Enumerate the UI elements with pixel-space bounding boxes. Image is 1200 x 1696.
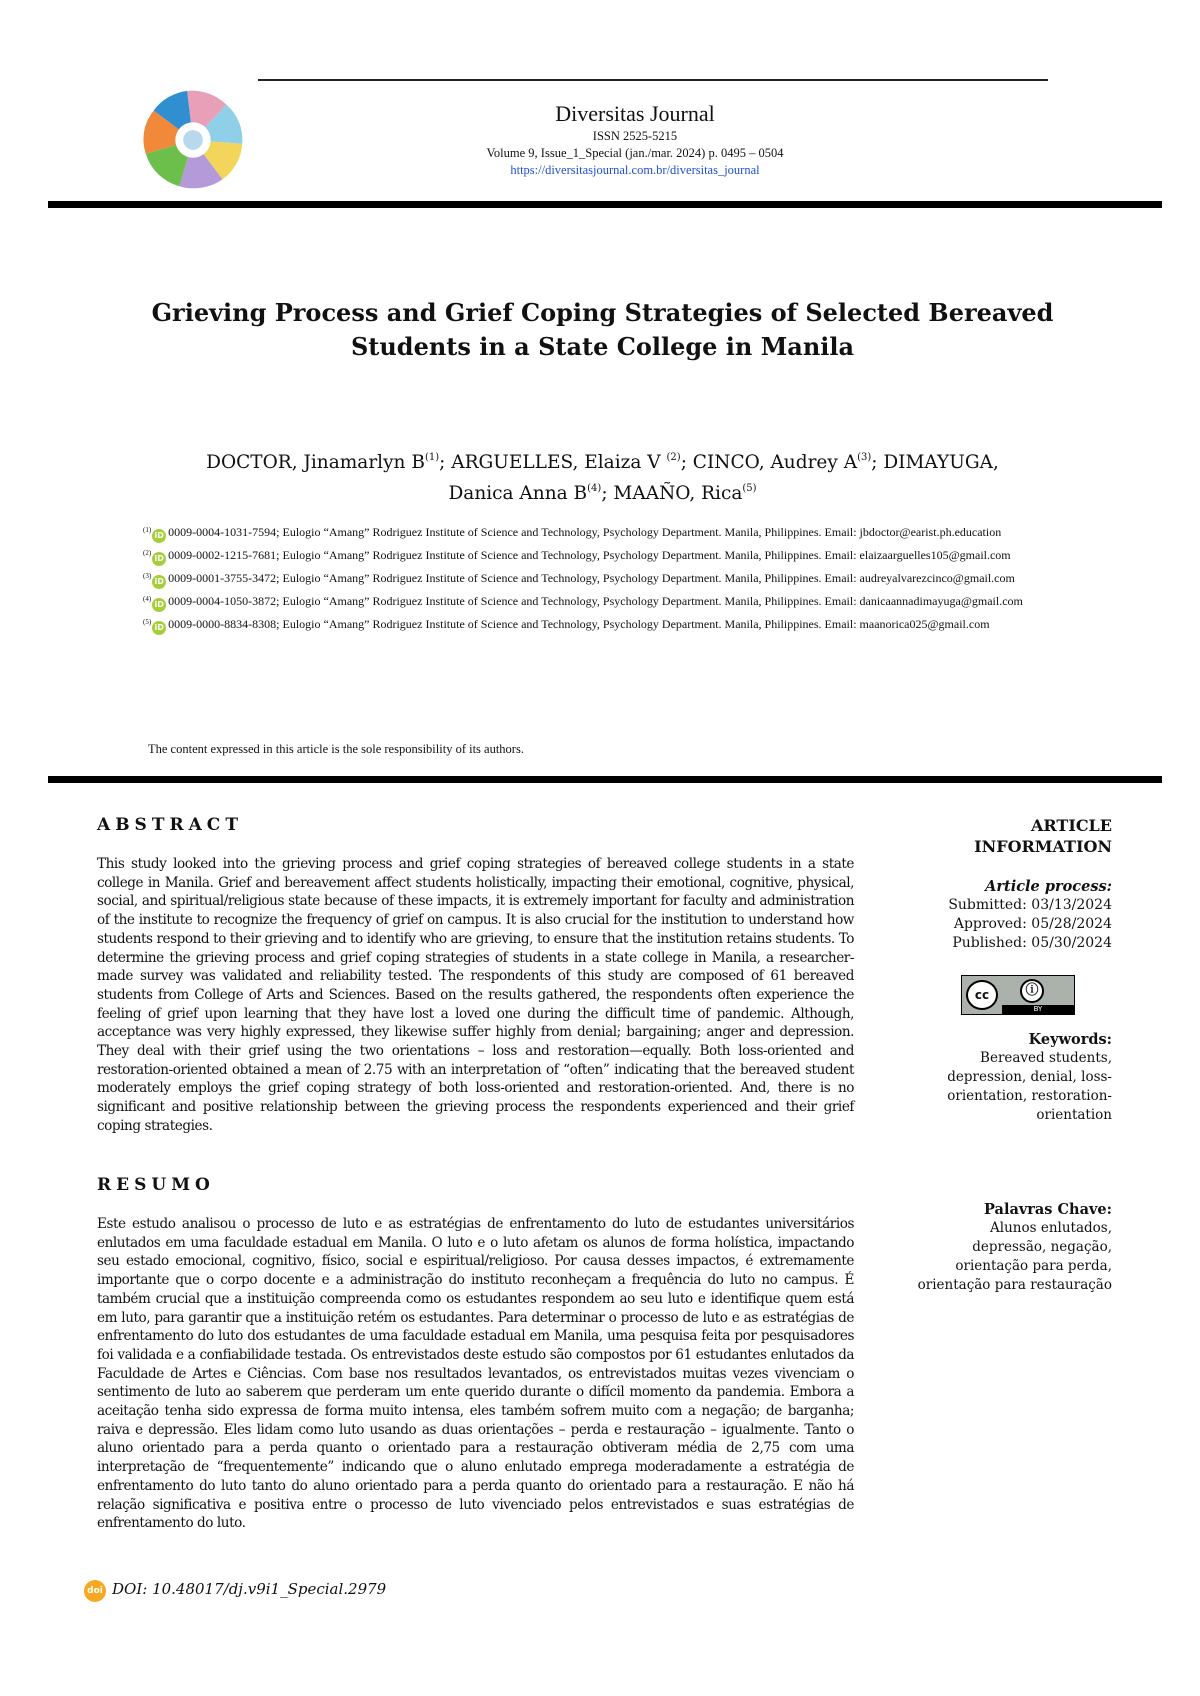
header-divider [48,201,1162,208]
affiliation-number: (2) [143,549,152,557]
author-name: ; DIMAYUGA, [871,452,999,473]
article-info-heading-line1: ARTICLE [1031,816,1112,835]
affiliation-text: 0009-0004-1050-3872; Eulogio “Amang” Rodriguez Institute of Science and Technology, Psychology Department. Manila, Philippines. Email: danicaannadimayuga@gmail.com [168,594,1023,608]
cc-by-license-badge[interactable] [961,975,1075,1015]
author-number: (1) [424,452,440,463]
author-name: ; CINCO, Audrey A [680,452,858,473]
keyword-line: orientation, restoration- [947,1088,1112,1104]
affiliation-item [143,522,1064,543]
resumo-section [97,1175,854,1533]
author-name: ; MAAÑO, Rica [601,483,743,504]
orcid-icon[interactable]: iD [152,621,166,635]
doi-icon: doi [84,1580,106,1602]
article-process-label: Article process: [985,878,1112,895]
attribution-icon: ⓘ [1020,979,1044,1003]
journal-logo-icon [134,84,252,194]
resumo-text: Este estudo analisou o processo de luto e as estratégias de enfrentamento do luto de estudantes universitários enlutados em uma faculdade estadual em Manila. O luto e o luto afetam os alunos de forma holística, impactando seu estado emocional, cognitivo, físico, social e espiritual/religioso. Por causa desses impactos, é extremamente importante que o corpo docente e a administração do instituto reconheçam a frequência do luto no campus. É também crucial que a instituição compreenda como os estudantes respondem ao seu luto e identifique quem está em luto, para garantir que a instituição retém os estudantes. Para determinar o processo de luto e as estratégias de enfrentamento do luto dos estudantes de uma faculdade estadual em Manila, uma pesquisa feita por pesquisadores foi validada e a confiabilidade testada. Os entrevistados deste estudo são compostos por 61 estudantes enlutados da Faculdade de Artes e Ciências. Com base nos resultados levantados, os entrevistados muitas vezes vivenciam o sentimento de luto ao saberem que perderam um ente querido durante o difícil momento da pandemia. Embora a aceitação tenha sido expressa de forma muito intensa, eles também sofrem muito com a negação; de barganha; raiva e depressão. Eles lidam como luto usando as duas orientações – perda e restauração – igualmente. Tanto o aluno orientado para a perda quanto o orientado para a restauração obtiveram média de 2,75 com uma interpretação de “frequentemente” indicando que o aluno enlutado emprega moderadamente a estratégia de enfrentamento do luto tanto do aluno orientado para a perda quanto do orientado para a restauração. E não há relação significativa e positiva entre o processo de luto vivenciado pelos entrevistados e suas estratégias de enfrentamento do luto. [97,1216,854,1532]
author-list [140,445,1065,507]
orcid-icon[interactable]: iD [152,529,166,543]
article-info [880,815,1112,953]
orcid-icon[interactable]: iD [152,575,166,589]
author-number: (4) [587,483,602,494]
affiliation-item [143,545,1064,566]
journal-issn: ISSN 2525-5215 [592,129,678,143]
keywords-block [880,1030,1112,1125]
approved-date: Approved: 05/28/2024 [953,916,1112,932]
journal-header [360,100,910,179]
author-number: (2) [666,452,681,463]
submitted-date: Submitted: 03/13/2024 [948,897,1112,913]
affiliation-text: 0009-0004-1031-7594; Eulogio “Amang” Rodriguez Institute of Science and Technology, Psychology Department. Manila, Philippines. Email: jbdoctor@earist.ph.education [168,525,1002,539]
published-date: Published: 05/30/2024 [952,935,1112,951]
author-number: (3) [857,452,872,463]
affiliation-item [143,591,1064,612]
palavras-chave-label: Palavras Chave: [984,1201,1112,1218]
license-by-label: BY [1002,1005,1074,1014]
journal-name: Diversitas Journal [555,101,715,126]
palavra-chave-line: depressão, negação, [972,1239,1112,1255]
header-top-rule [258,79,1048,81]
doi-link[interactable]: DOI: 10.48017/dj.v9i1_Special.2979 [112,1580,387,1598]
article-info-heading-line2: INFORMATION [974,837,1112,856]
affiliation-number: (4) [143,595,152,603]
abstract-section [97,815,854,1136]
palavra-chave-line: orientação para perda, [955,1258,1112,1274]
palavra-chave-line: orientação para restauração [917,1277,1112,1293]
affiliation-item [143,568,1064,589]
creative-commons-icon: cc [966,980,998,1010]
journal-url-link[interactable]: https://diversitasjournal.com.br/diversitas_journal [510,163,760,177]
resumo-heading: RESUMO [97,1175,215,1195]
doi-footer [84,1580,386,1602]
keyword-line: orientation [1036,1107,1112,1123]
abstract-heading: ABSTRACT [97,815,243,835]
palavra-chave-line: Alunos enlutados, [990,1220,1112,1236]
orcid-icon[interactable]: iD [152,552,166,566]
affiliation-number: (5) [143,618,152,626]
affiliation-item [143,614,1064,635]
palavras-chave-block [880,1200,1112,1295]
orcid-icon[interactable]: iD [152,598,166,612]
article-title-line1: Grieving Process and Grief Coping Strategies of Selected Bereaved [151,298,1054,327]
keyword-line: depression, denial, loss- [947,1069,1112,1085]
author-name: Danica Anna B [448,483,588,504]
author-number: (5) [742,483,757,494]
affiliation-text: 0009-0001-3755-3472; Eulogio “Amang” Rodriguez Institute of Science and Technology, Psychology Department. Manila, Philippines. Email: audreyalvarezcinco@gmail.com [168,571,1015,585]
keywords-label: Keywords: [1028,1031,1112,1048]
keyword-line: Bereaved students, [980,1050,1112,1066]
affiliation-number: (3) [143,572,152,580]
affiliation-text: 0009-0002-1215-7681; Eulogio “Amang” Rodriguez Institute of Science and Technology, Psychology Department. Manila, Philippines. Email: elaizaarguelles105@gmail.com [168,548,1011,562]
responsibility-note: The content expressed in this article is the sole responsibility of its authors. [148,742,524,756]
author-name: ; ARGUELLES, Elaiza V [439,452,667,473]
abstract-text: This study looked into the grieving process and grief coping strategies of bereaved college students in a state college in Manila. Grief and bereavement affect students holistically, impacting their emotional, cognitive, physical, social, and spiritual/religious state because of these impacts, it is extremely important for faculty and administration of the institute to recognize the frequency of grief on campus. It is also crucial for the institution to understand how students respond to their grieving and to identify who are grieving, to ensure that the institution retains students. To determine the grieving process and grief coping strategies of students in a state college in Manila, a researcher-made survey was validated and reliability tested. The respondents of this study are composed of 61 bereaved students from College of Arts and Sciences. Based on the results gathered, the respondents often experience the feeling of grief upon learning that they have lost a loved one during the difficult time of pandemic. Although, acceptance was very highly expressed, they likewise suffer highly from denial; bargaining; anger and depression. They deal with their grief using the two orientations – loss and restoration—equally. Both loss-oriented and restoration-oriented obtained a mean of 2.75 with an interpretation of “often” indicating that the bereaved student moderately employs the grief coping strategy of both loss-oriented and restoration-oriented. And, there is no significant and positive relationship between the grieving process the respondents experienced and their grief coping strategies. [97,856,854,1134]
affiliation-list [143,522,1064,637]
affiliation-number: (1) [143,526,152,534]
affiliation-text: 0009-0000-8834-8308; Eulogio “Amang” Rodriguez Institute of Science and Technology, Psychology Department. Manila, Philippines. Email: maanorica025@gmail.com [168,617,990,631]
author-name: DOCTOR, Jinamarlyn B [206,452,425,473]
journal-volume: Volume 9, Issue_1_Special (jan./mar. 2024) p. 0495 – 0504 [486,146,784,160]
article-title-line2: Students in a State College in Manila [350,332,855,361]
section-divider [48,776,1162,783]
article-title [120,296,1085,364]
